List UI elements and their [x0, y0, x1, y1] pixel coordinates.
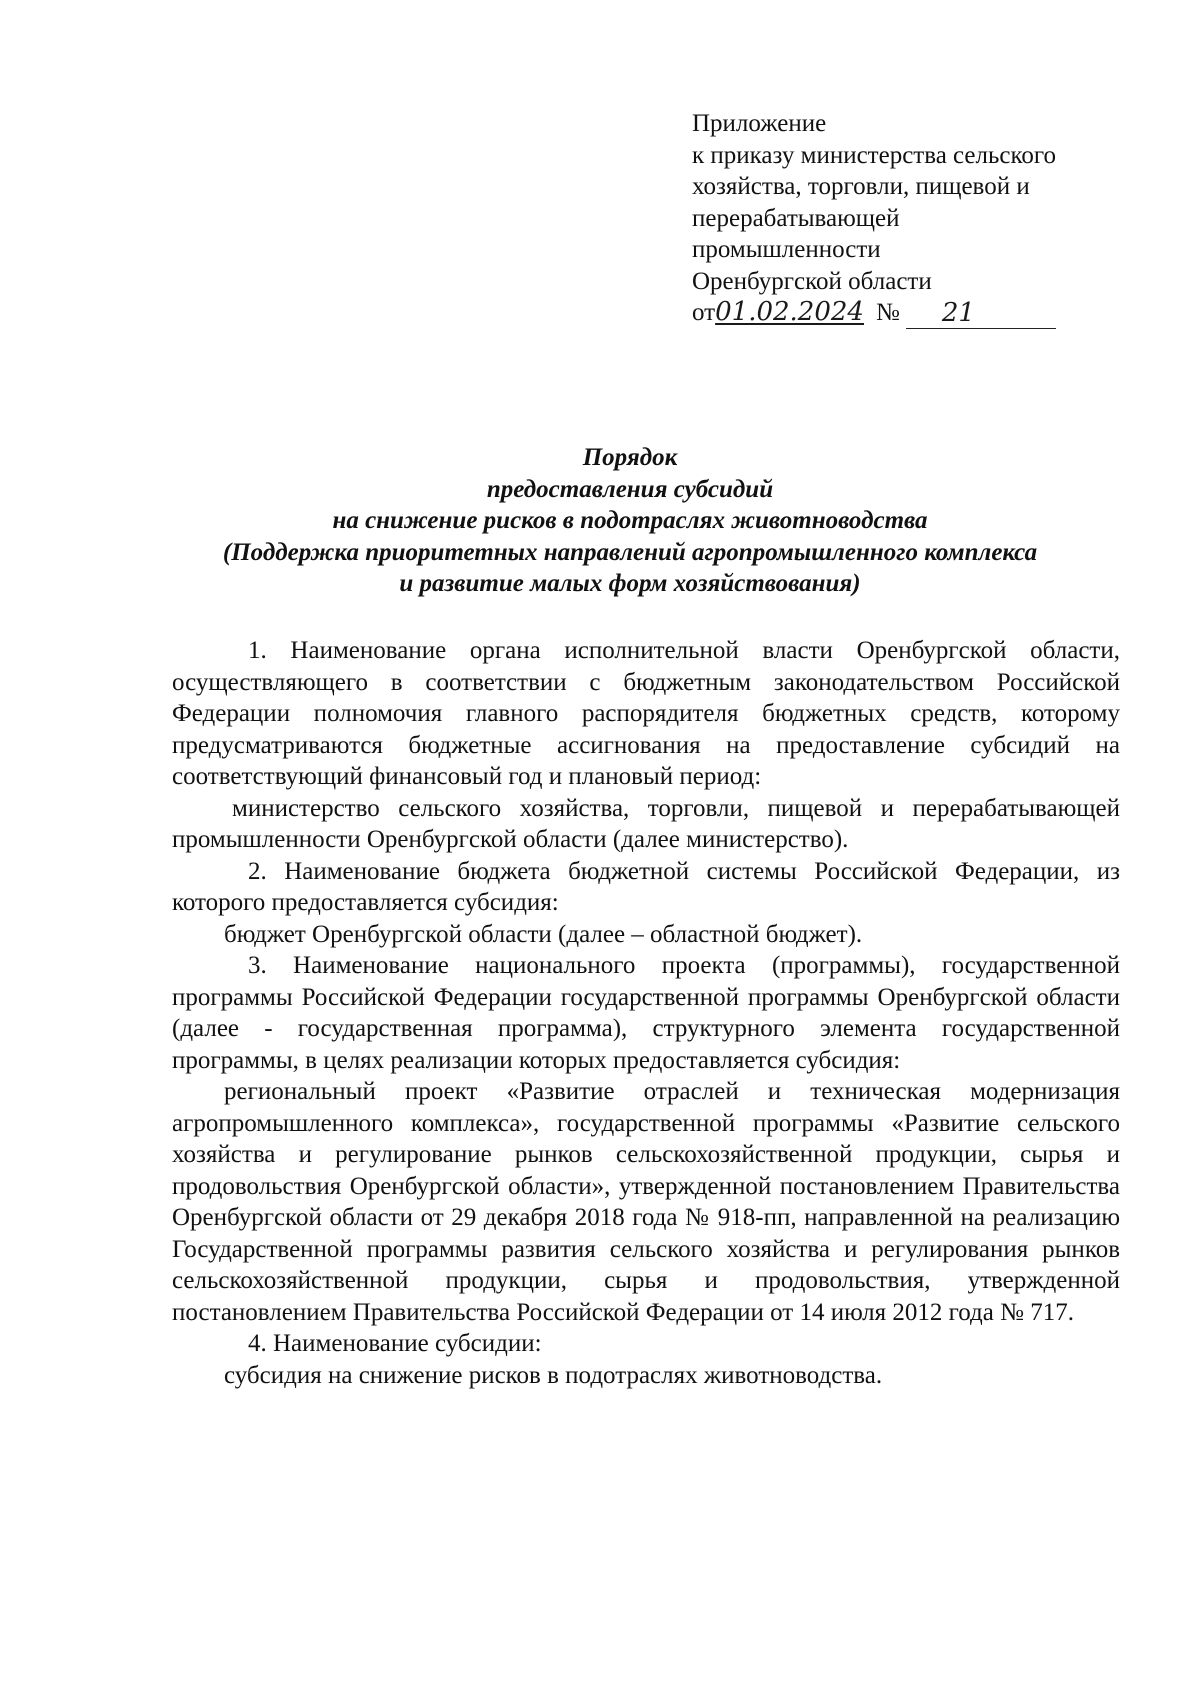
title-line: предоставления субсидий [486, 475, 774, 503]
appendix-header [692, 108, 1112, 329]
paragraph-2-value: бюджет Оренбургской области (далее – областной бюджет). [224, 920, 863, 948]
appendix-line: промышленности [692, 236, 881, 263]
order-number-handwritten: 21 [941, 298, 975, 328]
appendix-line: к приказу министерства сельского [692, 141, 1057, 169]
document-body [172, 635, 1120, 1391]
order-date-handwritten: 01.02.2024 [715, 297, 864, 327]
paragraph-2: 2. Наименование бюджета бюджетной системы Российской Федерации, из которого предоставляется субсидия: [172, 857, 1120, 916]
title-line: (Поддержка приоритетных направлений агропромышленного комплекса [222, 538, 1038, 566]
order-number-field [906, 298, 1056, 329]
appendix-line: Оренбургской области [692, 267, 932, 295]
paragraph-4-value: субсидия на снижение рисков в подотраслях животноводства. [224, 1361, 883, 1389]
appendix-line: перерабатывающей [692, 204, 900, 232]
appendix-line: Приложение [692, 110, 827, 137]
date-prefix: от [692, 299, 716, 326]
title-line: Порядок [582, 444, 678, 471]
paragraph-4: 4. Наименование субсидии: [248, 1330, 542, 1357]
paragraph-1: 1. Наименование органа исполнительной власти Оренбургской области, осуществляющего в соответствии с бюджетным законодательством Российской Федерации полномочия главного распорядителя бюджетных средств, которому предусматриваются бюджетные ассигнования на предоставление субсидий на соответствующий финансовый год и плановый период: [172, 637, 1120, 790]
title-line: и развитие малых форм хозяйствования) [399, 570, 861, 597]
title-line: на снижение рисков в подотраслях животноводства [332, 507, 928, 534]
paragraph-3: 3. Наименование национального проекта (программы), государственной программы Российской Федерации государственной программы Оренбургской области (далее - государственная программа), структурного элемента государственной программы, в целях реализации которых предоставляется субсидия: [172, 952, 1120, 1074]
paragraph-1-value: министерство сельского хозяйства, торговли, пищевой и перерабатывающей промышленности Оренбургской области (далее министерство). [172, 794, 1120, 853]
number-prefix: № [875, 299, 900, 326]
document-title [150, 442, 1110, 600]
appendix-line: хозяйства, торговли, пищевой и [692, 173, 1030, 200]
paragraph-3-value: региональный проект «Развитие отраслей и техническая модернизация агропромышленного комплекса», государственной программы «Развитие сельского хозяйства и регулирование рынков сельскохозяйственной продукции, сырья и продовольствия Оренбургской области», утвержденной постановлением Правительства Оренбургской области от 29 декабря 2018 года № 918-пп, направленной на реализацию Государственной программы развития сельского хозяйства и регулирования рынков сельскохозяйственной продукции, сырья и продовольствия, утвержденной постановлением Правительства Российской Федерации от 14 июля 2012 года № 717. [172, 1078, 1120, 1326]
order-date-number [692, 297, 1112, 329]
